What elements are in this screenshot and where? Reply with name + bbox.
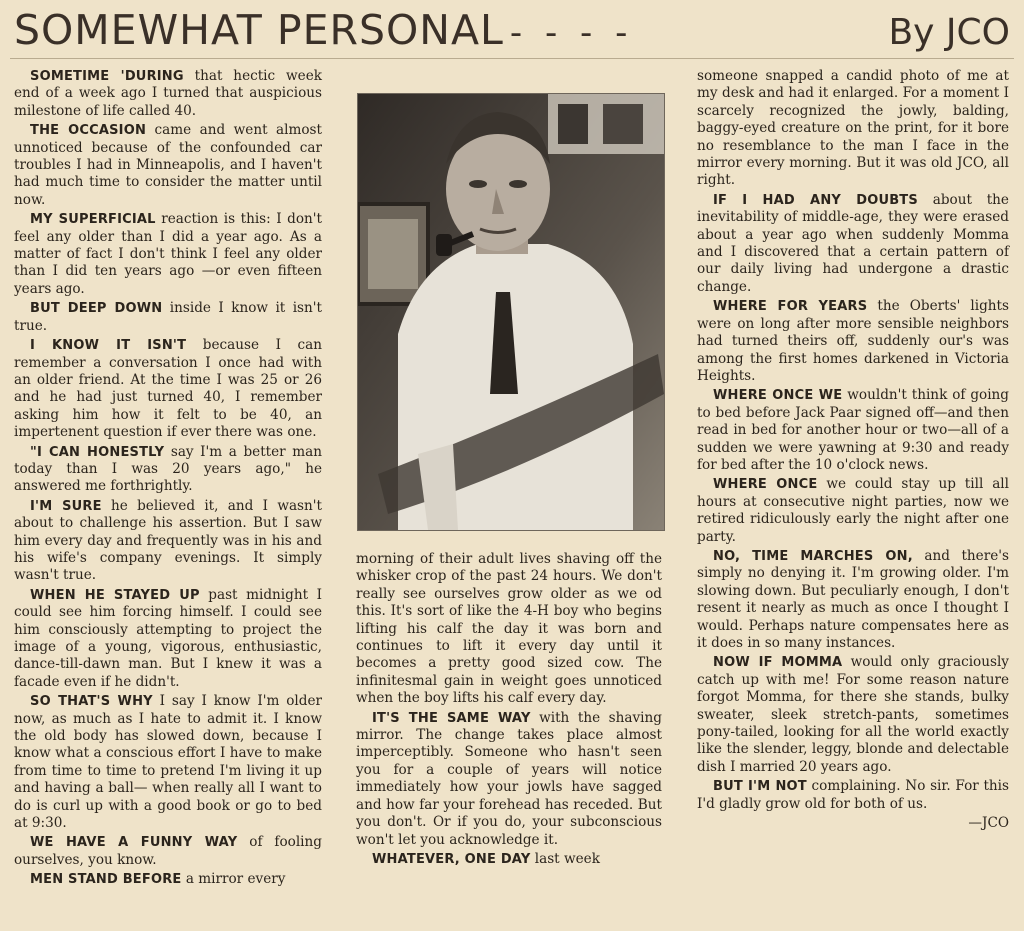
paragraph <box>697 387 1009 474</box>
paragraph <box>14 693 322 832</box>
paragraph-text: say I'm a better man today than I was 20 years ago," he answered me forthrightly. <box>14 443 322 495</box>
paragraph-text: last week <box>530 850 600 867</box>
paragraph-text: inside I know it isn't true. <box>14 300 322 334</box>
paragraph-text: complaining. No sir. For this I'd gladly grow old for both of us. <box>697 778 1009 812</box>
paragraph-text: because I can remember a conversation I once had with an older friend. At the time I was 25 or 26 and he had just turned 40, I remember asking him how it felt to be 40, an impertenent question if ever there was one. <box>14 337 322 441</box>
paragraph <box>14 68 322 120</box>
paragraph-text: with the shaving mirror. The change takes place almost imperceptibly. Someone who hasn't seen you for a couple of years will notice immediately how your jowls have sagged and how far your forehead has receded. But you don't. Or if you do, your subconscious won't let you acknowledge it. <box>356 709 662 848</box>
headline-title: SOMEWHAT PERSONAL <box>14 6 504 54</box>
paragraph-lead: THE OCCASION <box>30 123 147 139</box>
paragraph-lead: NO, TIME MARCHES ON, <box>713 548 913 564</box>
portrait-photo-icon <box>358 94 664 530</box>
paragraph <box>356 551 662 708</box>
paragraph-lead: MY SUPERFICIAL <box>30 212 156 228</box>
paragraph-lead: "I CAN HONESTLY <box>30 444 165 460</box>
paragraph-text: someone snapped a candid photo of me at my desk and had it enlarged. For a moment I scarcely recognized the jowly, balding, baggy-eyed creature on the print, for it bore no resemblance to the man I face in the mirror every morning. But it was old JCO, all right. <box>697 68 1009 189</box>
paragraph-lead: IF I HAD ANY DOUBTS <box>713 192 918 208</box>
paragraph-text: past midnight I could see him forcing himself. I could see him consciously attempting to project the image of a young, vigorous, enthusiastic, dance-till-dawn man. But I knew it was a facade even if he didn't. <box>14 586 322 690</box>
paragraph-text: wouldn't think of going to bed before Jack Paar signed off—and then read in bed for another hour or two—all of a sudden we were yawning at 9:30 and ready for bed after the 10 o'clock news. <box>697 387 1010 473</box>
paragraph <box>697 654 1009 776</box>
paragraph-text: we could stay up till all hours at consecutive night parties, now we retired ridiculously early the night after one party. <box>697 476 1009 545</box>
paragraph <box>14 122 322 209</box>
paragraph-lead: BUT I'M NOT <box>713 779 807 795</box>
paragraph-lead: I KNOW IT ISN'T <box>30 338 187 354</box>
headline <box>14 6 1010 58</box>
paragraph-text: about the inevitability of middle-age, they were erased about a year ago when suddenly Momma and I discovered that a certain pattern of our daily living had undergone a drastic change. <box>697 191 1009 295</box>
paragraph-text: that hectic week end of a week ago I turned that auspicious milestone of life called 40. <box>14 68 322 119</box>
paragraph <box>697 68 1009 190</box>
paragraph-lead: WHERE ONCE WE <box>713 388 843 404</box>
paragraph-lead: WE HAVE A FUNNY WAY <box>30 835 238 851</box>
paragraph-text: came and went almost unnoticed because of the confounded car troubles I had in Minneapolis, and I haven't had much time to consider the matter until now. <box>14 122 322 208</box>
paragraph-text: I say I know I'm older now, as much as I hate to admit it. I know the old body has slowed down, because I know what a conscious effort I have to make from time to time to pretend I'm living it up and having a ball— when really all I want to do is curl up with a good book or go to bed at 9:30. <box>14 693 322 832</box>
paragraph-text: of fooling ourselves, you know. <box>14 834 322 868</box>
paragraph <box>14 587 322 691</box>
paragraph <box>14 300 322 335</box>
paragraph-text: would only graciously catch up with me! For some reason nature forgot Momma, for there she stands, bulky sweater, sleek stretch-pants, sometimes pony-tailed, looking for all the world exactly like the slender, leggy, blonde and delectable dish I married 20 years ago. <box>697 654 1009 775</box>
paragraph-lead: SO THAT'S WHY <box>30 694 153 710</box>
column-left <box>14 68 322 889</box>
paragraph-lead: I'M SURE <box>30 498 102 514</box>
headline-dashes: - - - - <box>509 13 634 53</box>
paragraph <box>697 548 1009 652</box>
paragraph <box>697 298 1009 385</box>
paragraph <box>356 710 662 849</box>
paragraph <box>697 476 1009 546</box>
paragraph <box>14 211 322 298</box>
paragraph <box>14 498 322 585</box>
paragraph-lead: SOMETIME 'DURING <box>30 69 184 84</box>
paragraph-lead: WHERE ONCE <box>713 477 818 493</box>
paragraph-lead: MEN STAND BEFORE <box>30 872 182 888</box>
paragraph <box>14 871 322 888</box>
paragraph-text: he believed it, and I wasn't about to challenge his assertion. But I saw him every day and frequently was in his and his wife's company evenings. It simply wasn't true. <box>14 497 322 584</box>
headline-byline: By JCO <box>888 12 1010 53</box>
paragraph-text: morning of their adult lives shaving off the whisker crop of the past 24 hours. We don't really see ourselves grow older as we od this. It's sort of like the 4-H boy who begins lifting his calf the day it was born and continues to lift it every day until it becomes a pretty good sized cow. The infinitesmal gain in weight goes unnoticed when the boy lifts his calf every day. <box>356 551 662 707</box>
paragraph-lead: BUT DEEP DOWN <box>30 301 163 317</box>
paragraph <box>697 778 1009 813</box>
column-middle <box>356 551 662 868</box>
paragraph-lead: WHATEVER, ONE DAY <box>372 851 531 867</box>
paragraph-lead: NOW IF MOMMA <box>713 655 843 671</box>
paragraph <box>356 851 662 868</box>
paragraph-text: reaction is this: I don't feel any older than I did a year ago. As a matter of fact I don't think I feel any older than I did ten years ago —or even fifteen years ago. <box>14 211 322 297</box>
paragraph-text: a mirror every <box>181 871 286 888</box>
paragraph <box>14 337 322 441</box>
paragraph-lead: IT'S THE SAME WAY <box>372 710 531 726</box>
paragraph-lead: WHEN HE STAYED UP <box>30 587 200 603</box>
signature: —JCO <box>968 815 1009 832</box>
paragraph-text: and there's simply no denying it. I'm growing older. I'm slowing down. But peculiarly enough, I don't resent it nearly as much as once I thought I would. Perhaps nature compensates here as it does in so many instances. <box>697 547 1009 651</box>
paragraph <box>14 444 322 496</box>
paragraph <box>697 192 1009 296</box>
paragraph <box>14 834 322 869</box>
headline-rule <box>10 58 1014 59</box>
portrait-photo <box>357 93 665 531</box>
paragraph-lead: WHERE FOR YEARS <box>713 299 868 315</box>
paragraph-text: the Oberts' lights were on long after more sensible neighbors had turned theirs off, suddenly our's was among the first homes darkened in Victoria Heights. <box>697 298 1009 384</box>
column-right <box>697 68 1009 832</box>
